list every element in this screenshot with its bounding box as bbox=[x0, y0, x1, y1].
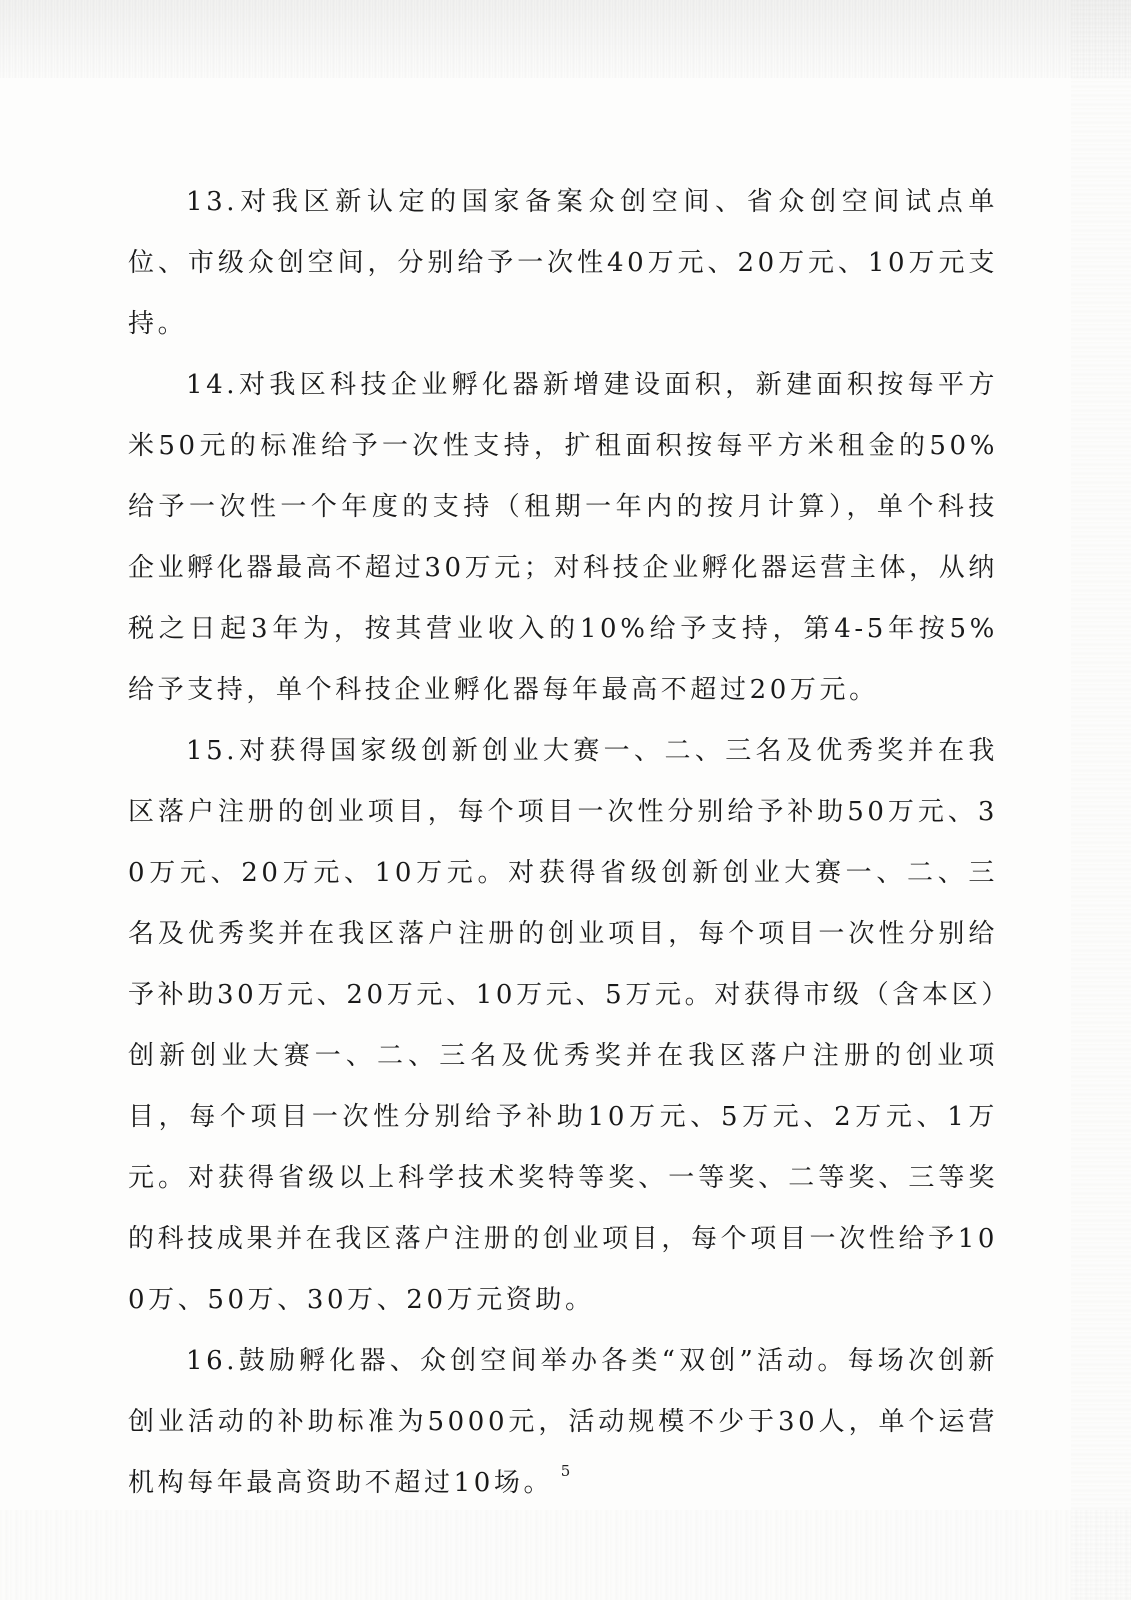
scan-noise-bottom bbox=[0, 1510, 1131, 1600]
page-number: 5 bbox=[560, 1462, 571, 1480]
paragraph-16: 16.鼓励孵化器、众创空间举办各类“双创”活动。每场次创新创业活动的补助标准为5000元，活动规模不少于30人，单个运营机构每年最高资助不超过10场。 bbox=[128, 1346, 998, 1498]
paragraph-15: 15.对获得国家级创新创业大赛一、二、三名及优秀奖并在我区落户注册的创业项目，每个项目一次性分别给予补助50万元、30万元、20万元、10万元。对获得省级创新创业大赛一、二、三名及优秀奖并在我区落户注册的创业项目，每个项目一次性分别给予补助30万元、20万元、10万元、5万元。对获得市级（含本区）创新创业大赛一、二、三名及优秀奖并在我区落户注册的创业项目，每个项目一次性分别给予补助10万元、5万元、2万元、1万元。对获得省级以上科学技术奖特等奖、一等奖、二等奖、三等奖的科技成果并在我区落户注册的创业项目，每个项目一次性给予100万、50万、30万、20万元资助。 bbox=[128, 736, 998, 1315]
scan-noise-top bbox=[0, 0, 1131, 78]
paragraph-14: 14.对我区科技企业孵化器新增建设面积，新建面积按每平方米50元的标准给予一次性支持，扩租面积按每平方米租金的50%给予一次性一个年度的支持（租期一年内的按月计算），单个科技企业孵化器最高不超过30万元；对科技企业孵化器运营主体，从纳税之日起3年为，按其营业收入的10%给予支持，第4-5年按5%给予支持，单个科技企业孵化器每年最高不超过20万元。 bbox=[128, 370, 998, 705]
document-body bbox=[128, 172, 998, 1514]
scan-noise-right bbox=[1071, 0, 1131, 1600]
paragraph-13: 13.对我区新认定的国家备案众创空间、省众创空间试点单位、市级众创空间，分别给予一次性40万元、20万元、10万元支持。 bbox=[128, 187, 998, 339]
